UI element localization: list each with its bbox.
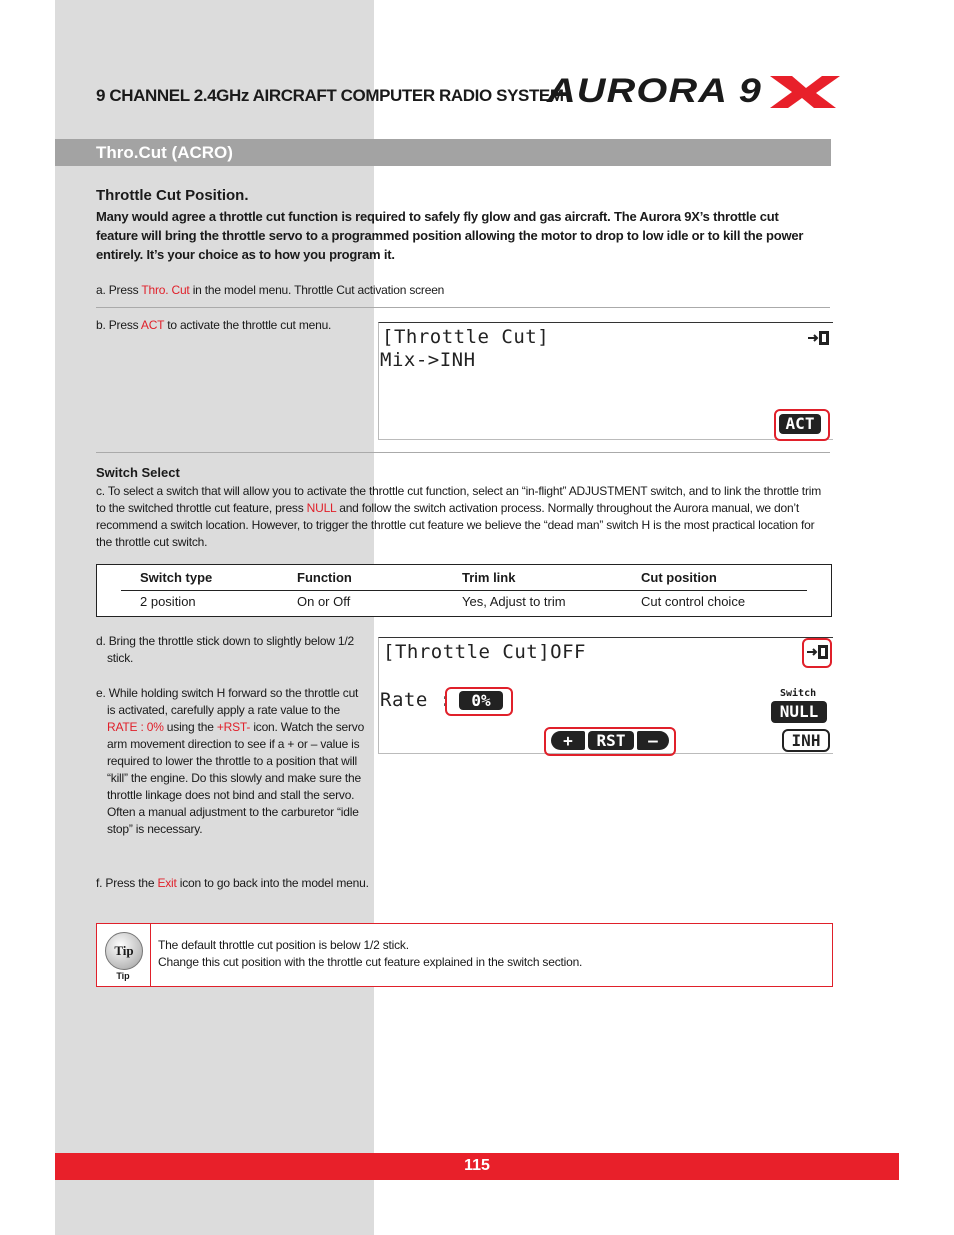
- step-a-text: a. Press: [96, 283, 142, 297]
- step-d: d. Bring the throttle stick down to slightly below 1/2 stick.: [96, 634, 355, 665]
- table-cell: On or Off: [297, 594, 351, 609]
- tip-label: Tip: [116, 971, 130, 981]
- step-e-text: e. While holding switch H forward so the throttle cut is activated, carefully apply a rate value to the: [96, 686, 359, 717]
- divider: [96, 452, 830, 453]
- document-header-title: 9 CHANNEL 2.4GHz AIRCRAFT COMPUTER RADIO SYSTEM: [96, 86, 564, 105]
- throttle-cut-position-heading: Throttle Cut Position.: [96, 187, 249, 204]
- tip-icon: Tip: [105, 932, 143, 970]
- table-header-rule: [121, 590, 807, 591]
- step-a: [96, 282, 444, 299]
- plus-button[interactable]: +: [551, 731, 585, 750]
- rate-link: RATE : 0%: [107, 720, 164, 734]
- inh-button[interactable]: INH: [782, 729, 830, 752]
- rate-value[interactable]: 0%: [459, 691, 503, 710]
- rst-link: +RST-: [216, 720, 251, 734]
- lcd-title: [Throttle Cut]OFF: [383, 641, 586, 663]
- table-header-cut-position: Cut position: [641, 570, 717, 585]
- table-header-switch-type: Switch type: [140, 570, 213, 585]
- table-header-trim-link: Trim link: [462, 570, 516, 585]
- null-button[interactable]: NULL: [771, 701, 827, 723]
- tip-box: [96, 923, 833, 987]
- thro-cut-link: Thro. Cut: [141, 283, 190, 297]
- rate-label: Rate :: [380, 689, 452, 711]
- step-f-text-end: icon to go back into the model menu.: [176, 876, 369, 890]
- step-c-text: c. To select a switch that will allow you to activate the throttle cut function, select an “in-flight” ADJUSTMENT switch, and to link the throttle trim to the switched throttle cut feature, press: [96, 484, 822, 515]
- lcd-screen-throttle-cut: [378, 637, 833, 754]
- switch-spec-table: [96, 564, 832, 617]
- tip-divider: [150, 924, 151, 986]
- tip-line-2: Change this cut position with the throttle cut feature explained in the switch section.: [158, 955, 583, 969]
- step-b-text-end: to activate the throttle cut menu.: [164, 318, 332, 332]
- aurora-logo: [545, 74, 840, 108]
- lcd-mix-status: Mix->INH: [380, 349, 476, 371]
- intro-paragraph: Many would agree a throttle cut function is required to safely fly glow and gas aircraft. The Aurora 9X’s throttle cut feature will bring the throttle servo to a programmed position allowing the motor to drop to low idle or to kill the power entirely. It’s your choice as to how you program it.: [96, 209, 804, 262]
- step-e: [96, 685, 369, 838]
- step-e-text-mid: using the: [163, 720, 217, 734]
- rst-button[interactable]: RST: [588, 731, 634, 750]
- lcd-screen-activation: [378, 322, 833, 440]
- page-number: 115: [464, 1157, 490, 1174]
- act-button[interactable]: ACT: [779, 414, 821, 434]
- switch-select-heading: Switch Select: [96, 465, 180, 480]
- step-a-text-end: in the model menu. Throttle Cut activation screen: [189, 283, 445, 297]
- table-cell: Cut control choice: [641, 594, 746, 609]
- lcd-title: [Throttle Cut]: [382, 326, 550, 348]
- svg-text:AURORA 9: AURORA 9: [545, 74, 762, 108]
- table-header-function: Function: [297, 570, 352, 585]
- exit-icon[interactable]: [807, 329, 831, 347]
- section-title: Thro.Cut (ACRO): [96, 143, 233, 162]
- divider: [96, 307, 830, 308]
- step-b-text: b. Press: [96, 318, 141, 332]
- exit-link: Exit: [157, 876, 177, 890]
- step-f-text: f. Press the: [96, 876, 158, 890]
- exit-icon[interactable]: [806, 643, 830, 661]
- switch-label: Switch: [780, 688, 817, 699]
- step-b: [96, 317, 331, 334]
- table-cell: 2 position: [140, 594, 196, 609]
- step-f: [96, 875, 369, 892]
- table-cell: Yes, Adjust to trim: [462, 594, 566, 609]
- act-link: ACT: [140, 318, 165, 332]
- step-e-text-end: icon. Watch the servo arm movement direction to see if a + or – value is required to lower the throttle to a position that will “kill” the engine. Do this slowly and make sure the throttle linkage does not bind and stall the servo. Often a manual adjustment to the carburetor “idle stop” is necessary.: [107, 720, 365, 836]
- null-link: NULL: [306, 501, 337, 515]
- minus-button[interactable]: –: [637, 731, 669, 750]
- gray-margin-column: [55, 0, 374, 1235]
- step-c-text-end: and follow the switch activation process. Normally throughout the Aurora manual, we don’t recommend a switch location. However, to trigger the throttle cut feature we believe the “dead man” switch H is the most practical location for the throttle cut switch.: [96, 501, 815, 549]
- tip-line-1: The default throttle cut position is below 1/2 stick.: [158, 938, 409, 952]
- step-c: [96, 483, 826, 551]
